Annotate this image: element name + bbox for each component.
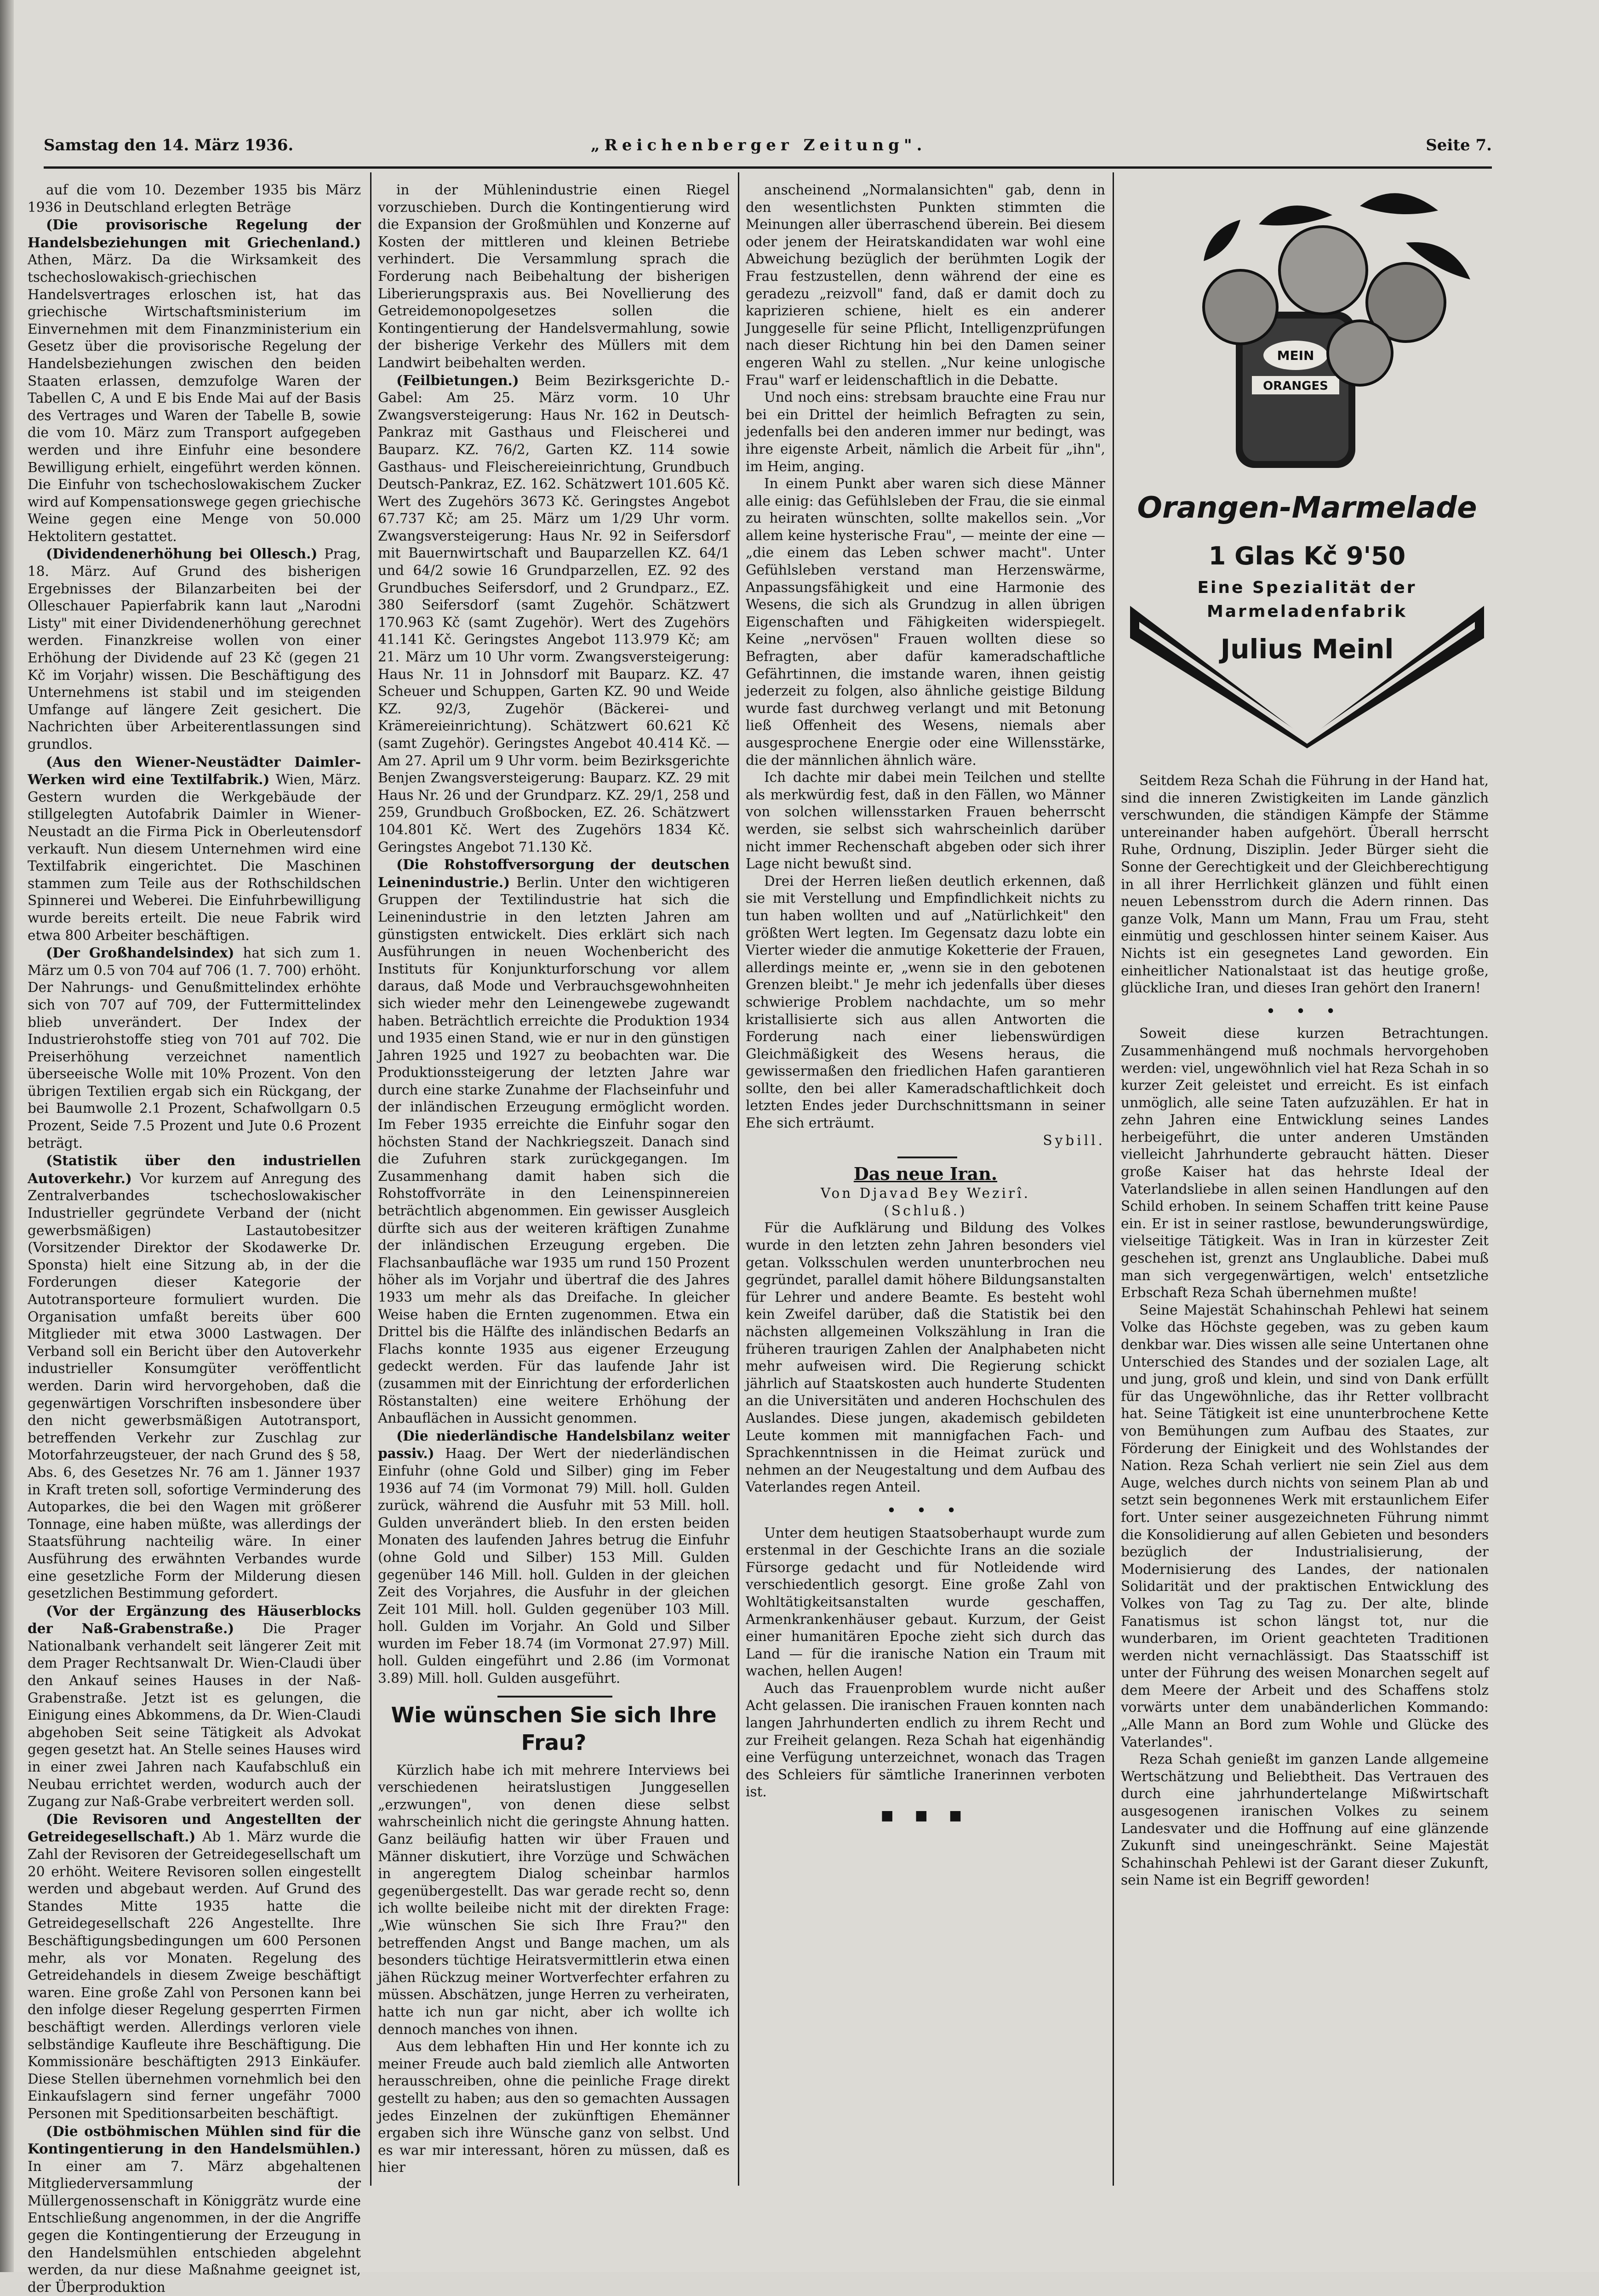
article-heading: (Der Großhandelsindex) xyxy=(46,945,234,961)
article-text: hat sich zum 1. März um 0.5 von 704 auf 706 (1. 7. 700) erhöht. Der Nahrungs- und Genußmittelindex erhöhte sich von 707 auf 709, der Futtermittelindex blieb unverändert. Der Index der Industrierohstoffe stieg von 701 auf 702. Die Preiserhöhung verzeichnet namentlich überseeische Wolle mit 10% Prozent. Von den übrigen Textilien ergab sich ein Rückgang, der bei Baumwolle 2.1 Prozent, Schafwollgarn 0.5 Prozent, Seide 7.5 Prozent und Jute 0.6 Prozent beträgt. xyxy=(28,945,361,1151)
article-byline: Von Djavad Bey Wezirî. xyxy=(820,1185,1031,1202)
article-heading: (Die Rohstoffversorgung der deutschen Leinenindustrie.) xyxy=(378,856,730,890)
article-text: Auch das Frauenproblem wurde nicht außer Acht gelassen. Die iranischen Frauen konnten nach langen Jahrhunderten endlich zu ihrem Recht und zur Freiheit gelangen. Reza Schah hat eigenhändig eine Verfügung unterzeichnet, wonach das Tragen des Schleiers für sämtliche Iranerinnen verboten ist. xyxy=(746,1680,1105,1800)
article-text: Kürzlich habe ich mit mehrere Interviews bei verschiedenen heiratslustigen Junggesellen „erzwungen", von denen diese selbst wahrscheinlich nicht die geringste Ahnung hatten. Ganz beiläufig hatten wir über Frauen und Männer diskutiert, ihre Vorzüge und Schwächen in angeregtem Dialog scheinbar harmlos gegenübergestellt. Das war gerade recht so, denn ich wollte beileibe nicht mit der direkten Frage: „Wie wünschen Sie sich Ihre Frau?" den betreffenden Angst und Bange machen, um als besonders tüchtige Heiratsvermittlerin etwa einen jähen Rückzug meiner Wortverfechter erfahren zu müssen. Abschätzen, junge Herren zu verheiraten, hatte ich nun gar nicht, aber ich wollte ich dennoch manches von ihnen. xyxy=(378,1762,730,2037)
article-text: Reza Schah genießt im ganzen Lande allgemeine Wertschätzung und Beliebtheit. Das Vertrauen des durch eine jahrhundertelange Mißwirtschaft ausgesogenen iranischen Volkes zu seinem Landesvater und die Hoffnung auf eine glänzende Zukunft sind uneingeschränkt. Seine Majestät Schahinschah Pehlewi ist der Garant dieser Zukunft, sein Name ist ein Begriff geworden! xyxy=(1121,1751,1489,1888)
column-divider xyxy=(1113,172,1114,2186)
header-rule xyxy=(44,166,1492,169)
column-1 xyxy=(28,182,361,2295)
article-text: anscheinend „Normalansichten" gab, denn in den wesentlichsten Punkten stimmten die Meinungen aller überraschend überein. Bei diesem oder jenem der Heiratskandidaten war wohl eine Abweichung bezüglich der berühmten Logik der Frau festzustellen, denn während der eine es geradezu „reizvoll" fand, daß er damit doch zu kaprizieren schiene, hielt es ein anderer Junggeselle für seine Pflicht, Intelligenzprüfungen nach dieser Richtung hin bei den Damen seiner engeren Wahl zu stellen. „Nur keine unlogische Frau" warf er leidenschaftlich in die Debatte. xyxy=(746,182,1105,388)
column-divider xyxy=(738,172,739,2186)
article-text: Unter dem heutigen Staatsoberhaupt wurde zum erstenmal in der Geschichte Irans an die soziale Fürsorge gedacht und für Notleidende wird verschiedentlich gesorgt. Eine große Zahl von Wohltätigkeitsanstalten wurde geschaffen, Armenkrankenhäuser gebaut. Kurzum, der Geist einer humanitären Epoche zieht sich durch das Land — für die iranische Nation ein Traum mit wachen, hellen Augen! xyxy=(746,1525,1105,1679)
article-text: In einer am 7. März abgehaltenen Mitgliederversammlung der Müllergenossenschaft in Königgrätz wurde eine Entschließung angenommen, in der die Angriffe gegen die Kontingentierung der Erzeugung in den Handelsmühlen entschieden abgelehnt werden, da nur diese Maßnahme geeignet ist, der Überproduktion xyxy=(28,2158,361,2295)
article-text: Soweit diese kurzen Betrachtungen. Zusammenhängend muß nochmals hervorgehoben werden: viel, ungewöhnlich viel hat Reza Schah in so kurzer Zeit geleistet und erreicht. Es ist einfach unmöglich, alle seine Taten aufzuzählen. Er hat in zehn Jahren eine Entwicklung seines Landes herbeigeführt, die unter anderen Umständen vielleicht Jahrhunderte gebraucht hätten. Dieser große Kaiser hat das hehrste Ideal der Vaterlandsliebe in allen seinen Handlungen auf den Schild erhoben. In seinem Schaffen tritt keine Pause ein. Er ist in seiner rastlose, bewunderungswürdige, vielseitige Tätigkeit. Was in Iran in kürzester Zeit geschehen ist, grenzt ans Unglaubliche. Dabei muß man sich vergegenwärtigen, welch' entsetzliche Erbschaft Reza Schah übernehmen mußte! xyxy=(1121,1026,1489,1301)
ad-tagline: Marmeladenfabrik xyxy=(1206,602,1407,621)
ad-tagline: Eine Spezialität der xyxy=(1197,578,1417,597)
article-text: Und noch eins: strebsam brauchte eine Frau nur bei ein Drittel der heimlich Befragten zu sein, jedenfalls bei den anderen immer nur bedingt, was ihre eigenste Arbeit, nämlich die Arbeit für „ihn", im Heim, anging. xyxy=(746,389,1105,474)
article-text: Haag. Der Wert der niederländischen Einfuhr (ohne Gold und Silber) ging im Feber 1936 auf 74 (im Vormonat 79) Mill. holl. Gulden zurück, während die Ausfuhr mit 53 Mill. holl. Gulden unverändert blieb. In den ersten beiden Monaten des laufenden Jahres betrug die Einfuhr (ohne Gold und Silber) 153 Mill. Gulden gegenüber 146 Mill. holl. Gulden in der gleichen Zeit des Vorjahres, die Ausfuhr in der gleichen Zeit 101 Mill. holl. Gulden gegenüber 103 Mill. holl. Gulden im Vorjahr. An Gold und Silber wurden im Feber 18.74 (im Vormonat 27.97) Mill. holl. Gulden eingeführt und 2.86 (im Vormonat 3.89) Mill. holl. Gulden ausgeführt. xyxy=(378,1446,730,1686)
article-text: Seine Majestät Schahinschah Pehlewi hat seinem Volke das Höchste gegeben, was zu geben kaum denkbar war. Dies wissen alle seine Untertanen ohne Unterschied des Standes und der sozialen Lage, alt und jung, groß und klein, und sind von Dank erfüllt für das Ungewöhnliche, das ihr Retter vollbracht hat. Seine Tätigkeit ist eine ununterbrochene Kette von Bemühungen zum Aufbau des Staates, zur Förderung der Einigkeit und des Wohlstandes der Nation. Reza Schah verliert nie sein Ziel aus dem Auge, welches durch nichts von seinem Plan ab und setzt sein begonnenes Werk mit erstaunlichem Eifer fort. Unter seiner ausgezeichneten Führung nimmt die Konsolidierung auf allen Gebieten und besonders bezüglich der Industrialisierung, der Modernisierung des Landes, der nationalen Solidarität und der praktischen Entwicklung des Volkes von Tag zu Tag zu. Der alte, blinde Fanatismus ist schon längst tot, nur die wunderbaren, im Orient geachteten Traditionen werden nicht vernachlässigt. Das Staatsschiff ist unter der Führung des weisen Monarchen segelt auf dem Meere der Arbeit und des Schaffens stolz vorwärts unter dem unabänderlichen Kommando: „Alle Mann an Bord zum Wohle und Glücke des Vaterlandes". xyxy=(1121,1302,1489,1750)
page-spine xyxy=(0,0,14,2272)
orange-icon xyxy=(1279,227,1367,314)
column-4 xyxy=(1121,772,1489,2186)
article-text: Drei der Herren ließen deutlich erkennen, daß sie mit Verstellung und Empfindlichkeit nichts zu tun haben wollten und auf „Natürlichkeit" den größten Wert legten. Im Gegensatz dazu lobte ein Vierter wieder die anmutige Koketterie der Frauen, allerdings meinte er, „wenn sie in den gebotenen Grenzen bleibt." Je mehr ich jedenfalls über dieses schwierige Problem nachdachte, um so mehr kristallisierte sich aus allen Antworten die Forderung nach einer liebenswürdigen Gleichmäßigkeit des Wesens heraus, die gewissermaßen den friedlichen Hafen garantieren sollte, den bei aller Kameradschaftlichkeit doch letzten Endes jeder Durchschnittsmann in seiner Ehe sich erträumt. xyxy=(746,873,1105,1131)
article-continuation: (Schluß.) xyxy=(884,1202,967,1219)
meinl-advertisement xyxy=(1121,174,1493,748)
article-text: Ab 1. März wurde die Zahl der Revisoren der Getreidegesellschaft um 20 erhöht. Weitere Revisoren sollen eingestellt werden und abgebaut werden. Auf Grund des Standes Mitte 1935 hatte die Getreidegesellschaft 226 Angestellte. Ihre Beschäftigungsbedingungen um 600 Personen mehr, als vor Monaten. Regelung des Getreidehandels in diesem Zweige beschäftigt waren. Eine große Zahl von Personen kann bei den infolge dieser Regelung gesperrten Firmen beschäftigt werden. Allerdings verloren viele selbständige Kaufleute ihre Beschäftigung. Die Kommissionäre beschäftigten 2913 Einkäufer. Diese Stellen übernehmen vornehmlich bei den Einkaufslagern sind ferner ungefähr 7000 Personen mit Speditionsarbeiten beschäftigt. xyxy=(28,1829,361,2121)
article-text: Athen, März. Da die Wirksamkeit des tschechoslowakisch-griechischen Handelsvertrages erloschen ist, hat das griechische Wirtschaftsministerium im Einvernehmen mit dem Finanzministerium ein Gesetz über die provisorische Regelung der Handelsbeziehungen zwischen den beiden Staaten erlassen, demzufolge Waren der Tabellen C, A und E bis Ende Mai auf der Basis des Vertrages und Waren der Tabelle B, sowie die vom 10. März zum Transport aufgegeben werden und ihre Einfuhr eine besondere Bewilligung erhielt, eingeführt werden können. Die Einfuhr von tschechoslowakischem Zucker wird auf Kompensationswege gegen griechische Weine gegen eine Menge von 50.000 Hektolitern gestattet. xyxy=(28,252,361,544)
article-text: in der Mühlenindustrie einen Riegel vorzuschieben. Durch die Kontingentierung wird die Expansion der Großmühlen und Konzerne auf Kosten der mittleren und kleinen Betriebe verhindert. Die Versammlung sprach die Forderung nach Beibehaltung der bisherigen Liberierungspraxis aus. Bei Novellierung des Getreidemonopolgesetzes sollen die Kontingentierung der Handelsvermahlung, sowie der bisherige Verkehr des Müllers mit dem Landwirt beibehalten werden. xyxy=(378,182,730,370)
section-separator: • • • xyxy=(1266,1003,1343,1019)
end-separator: ■ ■ ■ xyxy=(880,1807,971,1823)
article-text: auf die vom 10. Dezember 1935 bis März 1936 in Deutschland erlegten Beträge xyxy=(28,182,361,215)
article-heading: (Statistik über den industriellen Autoverkehr.) xyxy=(28,1152,361,1186)
article-heading: (Die niederländische Handelsbilanz weiter passiv.) xyxy=(378,1427,730,1462)
ad-price: 1 Glas Kč 9'50 xyxy=(1208,541,1406,570)
issue-date: Samstag den 14. März 1936. xyxy=(44,136,294,154)
article-text: Prag, 18. März. Auf Grund des bisherigen Ergebnisses der Bilanzarbeiten bei der Olleschauer Papierfabrik kann laut „Narodni Listy" mit einer Dividendenerhöhung gerechnet werden. Finanzkreise wollen von einer Erhöhung der Dividende auf 23 Kč (gegen 21 Kč im Vorjahr) wissen. Die Beschäftigung des Unternehmens ist stabil und im steigenden Umfange auf längere Zeit gesichert. Die Nachrichten über Arbeiterentlassungen sind grundlos. xyxy=(28,546,361,752)
column-2 xyxy=(378,182,730,2186)
article-text: Berlin. Unter den wichtigeren Gruppen der Textilindustrie hat sich die Leinenindustrie in den letzten Jahren am günstigsten entwickelt. Dies erklärt sich nach Ausführungen in neuen Wochenbericht des Instituts für Konjunkturforschung vor allem daraus, daß Mode und Verbrauchsgewohnheiten sich wieder mehr den Leinengewebe zugewandt haben. Beträchtlich erreichte die Produktion 1934 und 1935 einen Stand, wie er nur in den günstigen Jahren 1925 und 1927 zu beobachten war. Die Produktionssteigerung der letzten Jahre war durch eine starke Zunahme der Flachseinfuhr und der inländischen Erzeugung ermöglicht worden. Im Feber 1935 erreichte die Einfuhr sogar den höchsten Stand der Nachkriegszeit. Danach sind die Zufuhren stark zurückgegangen. Im Zusammenhang damit haben sich die Rohstoffvorräte in den Leinenspinnereien beträchtlich abgenommen. Ein gewisser Ausgleich dürfte sich aus der weiteren kräftigen Zunahme der inländischen Erzeugung ergeben. Die Flachsanbaufläche war 1935 um rund 150 Prozent höher als im Vorjahr und übertraf die des Jahres 1933 um mehr als das Dreifache. In gleicher Weise haben die Ernten zugenommen. Etwa ein Drittel bis die Hälfte des inländischen Bedarfs an Flachs konnte 1935 aus eigener Erzeugung gedeckt werden. Für das laufende Jahr ist (zusammen mit der Einrichtung der erforderlichen Röstanstalten) eine weitere Erhöhung der Anbauflächen in Aussicht genommen. xyxy=(378,874,730,1426)
article-heading: (Aus den Wiener-Neustädter Daimler-Werken wird eine Textilfabrik.) xyxy=(28,753,361,788)
article-text: Vor kurzem auf Anregung des Zentralverbandes tschechoslowakischer Industrieller gegründete Verband der (nicht gewerbsmäßigen) Lastautobesitzer (Vorsitzender Direktor der Skodawerke Dr. Sponsta) hielt eine Sitzung ab, in der die Forderungen dieser Kategorie der Autotransporteure formuliert wurden. Die Organisation umfaßt bereits über 600 Mitglieder mit etwa 3000 Lastwagen. Der Verband soll ein Bericht über den Autoverkehr industrieller Konsumgüter veröffentlicht werden. Darin wird hervorgehoben, daß die gegenwärtigen Vorschriften insbesondere über den nicht gewerbsmäßigen Autotransport, betreffenden Verkehr zur Zuschlag zur Motorfahrzeugsteuer, der nach Grund des § 58, Abs. 6, des Gesetzes Nr. 76 am 1. Jänner 1937 in Kraft treten soll, sofortige Verminderung des Autoparkes, die bei den Wagen mit größerer Tonnage, eine haben müßte, was allerdings der Staatsführung nachteilig wäre. In einer Ausführung des erwähnten Verbandes wurde eine gesetzliche Form der Milderung diesen gesetzlichen Bestimmung gefordert. xyxy=(28,1170,361,1601)
article-heading: (Die Revisoren und Angestellten der Getreidegesellschaft.) xyxy=(28,1811,361,1845)
article-text: Die Prager Nationalbank verhandelt seit längerer Zeit mit dem Prager Rechtsanwalt Dr. Wien-Claudi über den Ankauf seines Hauses in der Naß-Grabenstraße. Jetzt ist es gelungen, die Einigung eines Abkommens, da Dr. Wien-Claudi abgehoben Seit seine Tätigkeit als Advokat gegen gesetzt hat. An Stelle seines Hauses wird in einer zwei Jahren nach Kaufabschluß ein Neubau errichtet werden, wodurch auch der Zugang zur Naß-Grabe verbreitert werden soll. xyxy=(28,1621,361,1810)
jar-label-top: MEIN xyxy=(1277,348,1314,363)
article-heading: (Vor der Ergänzung des Häuserblocks der Naß-Grabenstraße.) xyxy=(28,1602,361,1637)
ad-brand: Julius Meinl xyxy=(1220,633,1394,665)
column-3 xyxy=(746,182,1105,2186)
article-text: Beim Bezirksgerichte D.-Gabel: Am 25. März vorm. 10 Uhr Zwangsversteigerung: Haus Nr. 162 in Deutsch-Pankraz mit Gasthaus und Fleischerei und Bauparz. KZ. 76/2, Garten KZ. 114 sowie Gasthaus- und Fleischereieinrichtung, Grundbuch Deutsch-Pankraz, EZ. 162. Schätzwert 101.605 Kč. Wert des Zugehörs 3673 Kč. Geringstes Angebot 67.737 Kč; am 25. März um 1/29 Uhr vorm. Zwangsversteigerung: Haus Nr. 92 in Seifersdorf mit Bauernwirtschaft und Bauparzellen KZ. 64/1 und 64/2 sowie 16 Grundparzellen, EZ. 92 des Grundbuches Seifersdorf, und 2 Grundparz., EZ. 380 Seifersdorf (samt Zugehör. Schätzwert 170.963 Kč (samt Zugehör). Wert des Zugehörs 41.141 Kč. Geringstes Angebot 113.979 Kč; am 21. März um 10 Uhr vorm. Zwangsversteigerung: Haus Nr. 11 in Johnsdorf mit Bauparz. KZ. 47 Scheuer und Schuppen, Garten KZ. 90 und Weide KZ. 92/3, Zugehör (Bäckerei- und Krämereieinrichtung). Schätzwert 60.621 Kč (samt Zugehör). Geringstes Angebot 40.414 Kč. — Am 27. April um 9 Uhr vorm. beim Bezirksgerichte Benjen Zwangsversteigerung: Bauparz. KZ. 29 mit Haus Nr. 26 und der Grundparz. KZ. 29/1, 258 und 259, Grundbuch Großbocken, EZ. 26. Schätzwert 104.801 Kč. Wert des Zugehörs 1834 Kč. Geringstes Angebot 71.130 Kč. xyxy=(378,372,730,855)
article-text: Ich dachte mir dabei mein Teilchen und stellte als merkwürdig fest, daß in den Fällen, wo Männer von solchen willensstarken Frauen beherrscht werden, sie selbst sich wahrscheinlich darüber nicht immer Rechenschaft abgeben oder sich ihrer Lage nicht bewußt sind. xyxy=(746,769,1105,872)
feature-headline: Wie wünschen Sie sich Ihre Frau? xyxy=(391,1702,717,1755)
author-signature: Sybill. xyxy=(1043,1132,1105,1148)
ad-slogan: Orangen-Marmelade xyxy=(1137,491,1477,525)
jar-label-bottom: ORANGES xyxy=(1263,379,1328,393)
page-number: Seite 7. xyxy=(1426,136,1492,154)
orange-icon xyxy=(1204,270,1277,344)
article-text: In einem Punkt aber waren sich diese Männer alle einig: das Gefühlsleben der Frau, die sie einmal zu heiraten wünschten, sollte makellos sein. „Vor allem keine hysterische Frau", — meinte der eine — „die einem das Leben schwer macht". Unter Gefühlsleben verstand man Herzenswärme, Anpassungsfähigkeit und eine Harmonie des Wesens, die sich als Grundzug in allen übrigen Eigenschaften und Fähigkeiten widerspiegelt. Keine „nervösen" Frauen wollten diese so Befragten, aber dafür kameradschaftliche Gefährtinnen, die imstande waren, ihnen geistig jederzeit zu folgen, also ähnliche geistige Bildung wurde fast durchweg verlangt und mit Betonung ließ Offenheit des Wesens, niemals aber ausgesprochene Energie oder eine Willensstärke, die der männlichen ähnlich wäre. xyxy=(746,476,1105,768)
article-text: Seitdem Reza Schah die Führung in der Hand hat, sind die inneren Zwistigkeiten im Lande gänzlich verschwunden, die ständigen Kämpfe der Stämme untereinander haben aufgehört. Überall herrscht Ruhe, Ordnung, Disziplin. Jeder Bürger sieht die Sonne der Gerechtigkeit und der Gleichberechtigung in all ihrer Herrlichkeit glänzen und fühlt einen neuen Lebensstrom durch die Adern rinnen. Das ganze Volk, Mann um Mann, Frau um Frau, steht einmütig und geschlossen hinter seinem Kaiser. Aus Nichts ist ein gesegnetes Land geworden. Ein einheitlicher Nationalstaat ist das heutige große, glückliche Iran, und dieses Iran gehört den Iranern! xyxy=(1121,773,1489,996)
page-header xyxy=(44,136,1492,164)
newspaper-title: „Reichenberger Zeitung". xyxy=(591,136,927,154)
article-text: Aus dem lebhaften Hin und Her konnte ich zu meiner Freude auch bald ziemlich alle Antworten herausschreiben, ohne die peinliche Frage direkt gestellt zu haben; aus den so gemachten Aussagen jedes Einzelnen der zukünftigen Ehemänner ergaben sich ihre Wünsche ganz von selbst. Und es war mir interessant, hören zu müssen, daß es hier xyxy=(378,2039,730,2176)
article-heading: (Feilbietungen.) xyxy=(396,372,519,388)
article-headline: Das neue Iran. xyxy=(853,1163,998,1185)
orange-icon xyxy=(1328,321,1392,385)
article-text: Wien, März. Gestern wurden die Werkgebäude der stillgelegten Autofabrik Daimler in Wiener-Neustadt an die Firma Pick in Oberleutensdorf verkauft. Nun diesem Unternehmen wird eine Textilfabrik eingerichtet. Die Maschinen stammen zum Teile aus der Rothschildschen Spinnerei und Weberei. Die Einfuhrbewilligung wurde bereits erteilt. Die neue Fabrik wird etwa 800 Arbeiter beschäftigen. xyxy=(28,772,361,943)
article-text: Für die Aufklärung und Bildung des Volkes wurde in den letzten zehn Jahren besonders viel getan. Volksschulen werden ununterbrochen neu gegründet, parallel damit höhere Bildungsanstalten für Lehrer und andere Beamte. Es besteht wohl kein Zweifel darüber, daß die Statistik bei den nächsten allgemeinen Volkszählung in Iran die früheren traurigen Zahlen der Analphabeten nicht mehr aufweisen wird. Die Regierung schickt jährlich auf Staatskosten auch hunderte Studenten an die Universitäten und anderen Hochschulen des Auslandes. Diese jungen, akademisch gebildeten Leute kommen mit mannigfachen Fach- und Sprachkenntnissen in die Heimat zurück und nehmen an der Neugestaltung und dem Aufbau des Vaterlandes regen Anteil. xyxy=(746,1220,1105,1495)
section-rule xyxy=(897,1157,957,1158)
section-rule xyxy=(497,1696,612,1698)
article-heading: (Die provisorische Regelung der Handelsbeziehungen mit Griechenland.) xyxy=(28,216,361,251)
section-separator: • • • xyxy=(887,1502,964,1518)
article-heading: (Die ostböhmischen Mühlen sind für die Kontingentierung in den Handelsmühlen.) xyxy=(28,2123,361,2157)
article-heading: (Dividendenerhöhung bei Ollesch.) xyxy=(46,546,318,562)
column-divider xyxy=(370,172,371,2186)
